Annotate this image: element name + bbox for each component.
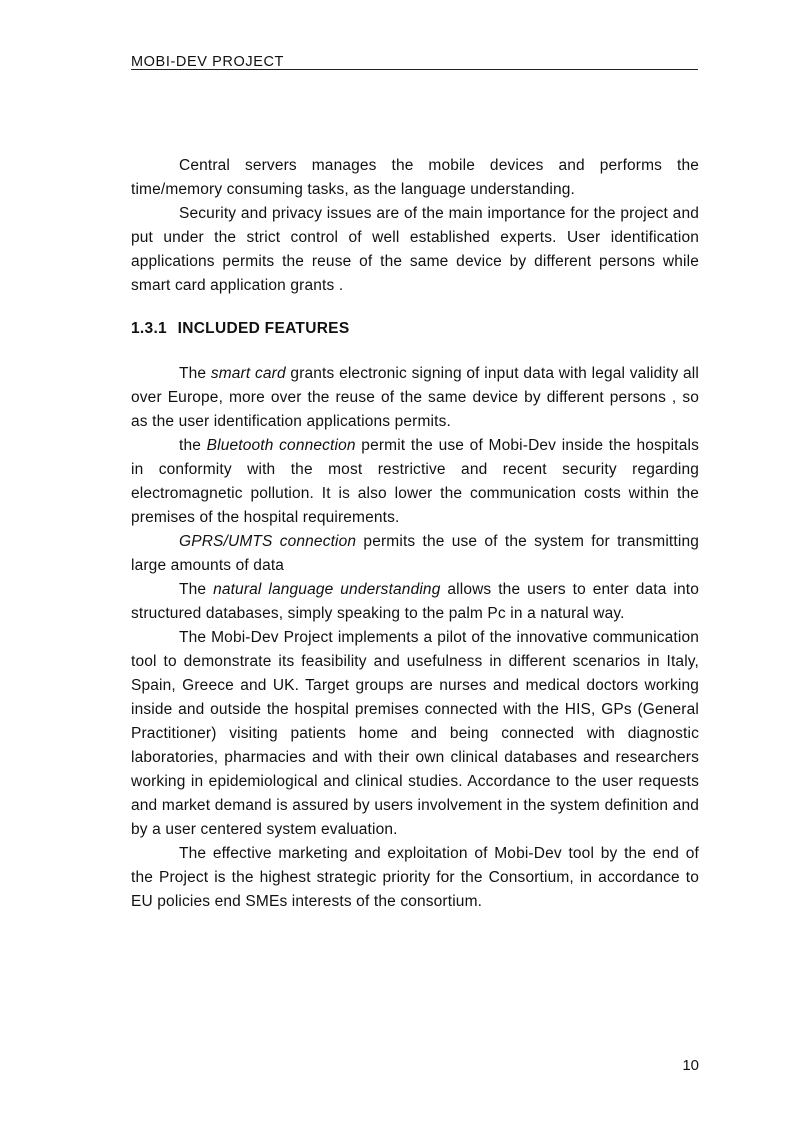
paragraph-text: the <box>179 437 207 454</box>
emphasized-term: natural language understanding <box>213 581 441 598</box>
emphasized-term: smart card <box>210 365 286 382</box>
paragraph <box>131 578 699 626</box>
paragraph-text: permit the use of Mobi-Dev inside the hospitals in conformity with the most restrictive and recent security regarding electromagnetic pollution. It is also lower the communication costs within the premises of the hospital requirements. <box>131 437 699 526</box>
page-number: 10 <box>682 1057 699 1074</box>
paragraph-text: allows the users to enter data into structured databases, simply speaking to the palm Pc in a natural way. <box>131 581 699 622</box>
section-heading <box>131 317 699 341</box>
paragraph <box>131 202 699 298</box>
paragraph <box>131 362 699 434</box>
paragraph <box>131 626 699 842</box>
paragraph-text: The <box>179 365 211 382</box>
header-rule <box>131 69 698 70</box>
paragraph-text: grants electronic signing of input data with legal validity all over Europe, more over the reuse of the same device by different persons , so as the user identification applications permits. <box>131 365 699 430</box>
paragraph-text: The Mobi-Dev Project implements a pilot of the innovative communication tool to demonstrate its feasibility and usefulness in different scenarios in Italy, Spain, Greece and UK. Target groups are nurses and medical doctors working inside and outside the hospital premises connected with the HIS, GPs (General Practitioner) visiting patients home and being connected with diagnostic laboratories, pharmacies and with their own clinical databases and researchers working in epidemiological and clinical studies. Accordance to the user requests and market demand is assured by users involvement in the system definition and by a user centered system evaluation. <box>131 629 699 838</box>
paragraph-text: permits the use of the system for transmitting large amounts of data <box>131 533 699 574</box>
running-header: MOBI-DEV PROJECT <box>131 54 284 70</box>
paragraph <box>131 842 699 914</box>
intro-paragraphs <box>131 154 699 298</box>
paragraph-text: The effective marketing and exploitation of Mobi-Dev tool by the end of the Project is the highest strategic priority for the Consortium, in accordance to EU policies end SMEs interests of the consortium. <box>131 845 699 910</box>
emphasized-term: Bluetooth connection <box>206 437 356 454</box>
paragraph <box>131 434 699 530</box>
body-text <box>131 154 699 914</box>
paragraph-text: Security and privacy issues are of the main importance for the project and put under the strict control of well established experts. User identification applications permits the reuse of the same device by different persons while smart card application grants . <box>131 205 699 294</box>
section-title: INCLUDED FEATURES <box>177 320 350 337</box>
paragraph-text: The <box>179 581 214 598</box>
paragraph <box>131 530 699 578</box>
paragraph <box>131 154 699 202</box>
paragraph-text: Central servers manages the mobile devices and performs the time/memory consuming tasks, as the language understanding. <box>131 157 699 198</box>
section-number: 1.3.1 <box>131 320 167 337</box>
features-paragraphs <box>131 362 699 914</box>
emphasized-term: GPRS/UMTS connection <box>179 533 357 550</box>
